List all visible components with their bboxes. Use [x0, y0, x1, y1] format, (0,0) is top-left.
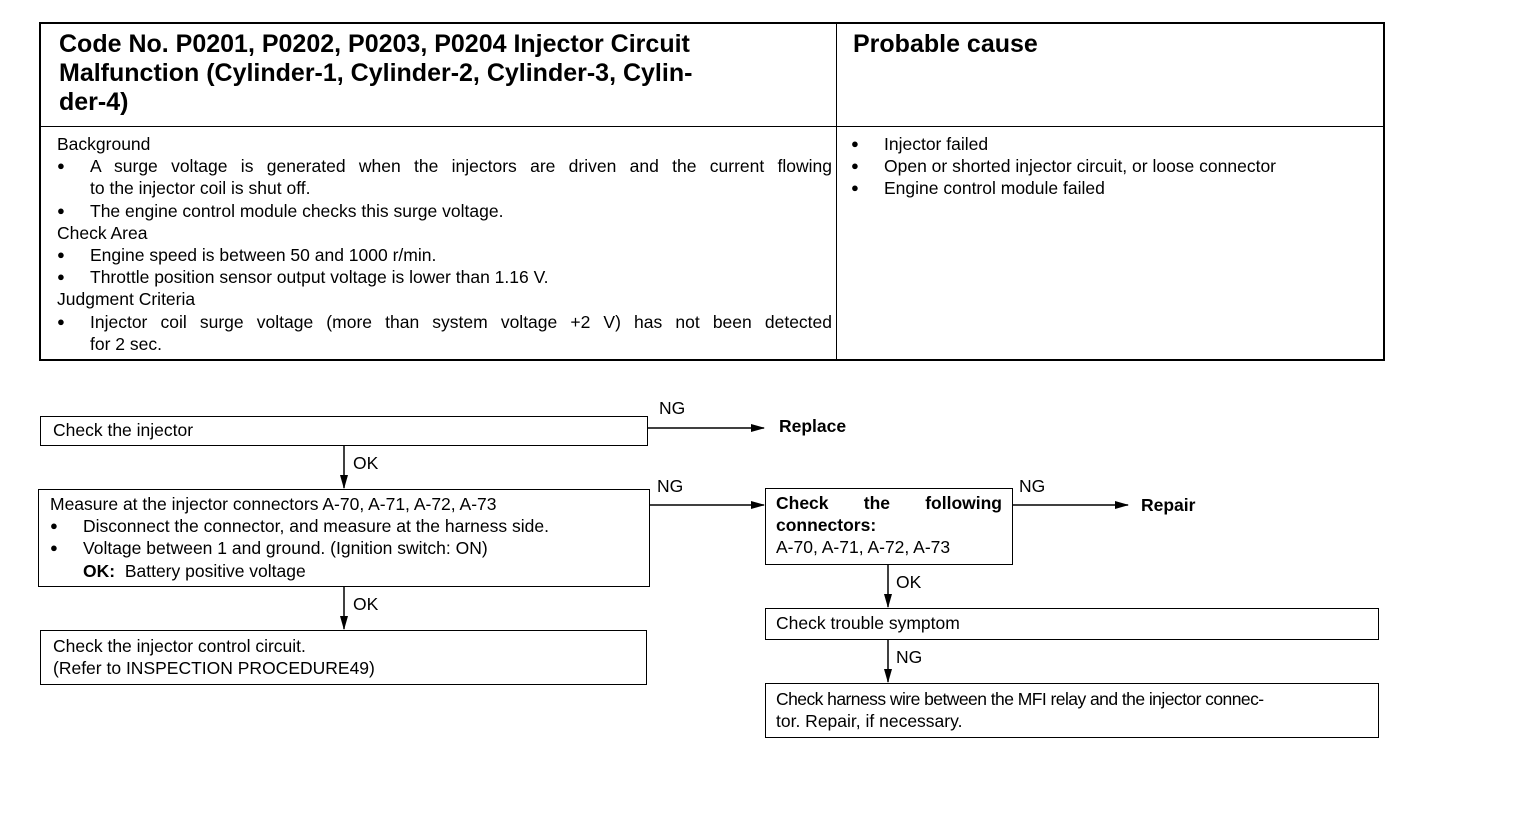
check-control-circuit-box: Check the injector control circuit. (Refer to INSPECTION PROCEDURE49) — [40, 630, 647, 685]
ok-label: OK — [896, 572, 922, 592]
ok-label: OK — [353, 594, 379, 614]
background-bullet: ● The engine control module checks this surge voltage. — [57, 200, 832, 222]
cause-item: ● Injector failed — [851, 133, 1381, 155]
cause-item: ● Engine control module failed — [851, 177, 1381, 199]
check-injector-box: Check the injector — [40, 416, 648, 446]
code-title-line: Malfunction (Cylinder-1, Cylinder-2, Cylinder-3, Cylin- — [59, 59, 693, 87]
check-area-bullet: ● Throttle position sensor output voltage is lower than 1.16 V. — [57, 266, 832, 288]
judgment-bullet: ● Injector coil surge voltage (more than system voltage +2 V) has not been detected for 2 sec. — [57, 311, 832, 355]
check-connectors-box: Check the following connectors: A-70, A-71, A-72, A-73 — [765, 488, 1013, 565]
repair-action: Repair — [1141, 495, 1196, 515]
ok-label: OK — [353, 453, 379, 473]
ng-label: NG — [657, 476, 684, 496]
ng-label: NG — [1019, 476, 1046, 496]
ng-label: NG — [896, 647, 923, 667]
replace-action: Replace — [779, 416, 847, 436]
measure-bullet: ● Disconnect the connector, and measure at the harness side. — [50, 515, 649, 537]
check-harness-box: Check harness wire between the MFI relay and the injector connec- tor. Repair, if necessary. — [765, 683, 1379, 738]
measure-connectors-box: Measure at the injector connectors A-70, A-71, A-72, A-73 ● Disconnect the connector, and measure at the harness side. ● Voltage between 1 and ground. (Ignition switch: ON) OK: Battery positive voltage — [38, 489, 650, 587]
code-title-line: der-4) — [59, 88, 129, 116]
probable-cause-title: Probable cause — [853, 30, 1038, 58]
check-area-bullet: ● Engine speed is between 50 and 1000 r/min. — [57, 244, 832, 266]
measure-ok-criteria: OK: Battery positive voltage — [83, 560, 306, 581]
check-area-heading: Check Area — [57, 222, 148, 243]
code-title-line: Code No. P0201, P0202, P0203, P0204 Injector Circuit — [59, 30, 690, 58]
background-bullet: ● A surge voltage is generated when the injectors are driven and the current flowing to the injector coil is shut off. — [57, 155, 832, 199]
background-heading: Background — [57, 134, 151, 154]
check-symptom-box: Check trouble symptom — [765, 608, 1379, 640]
measure-bullet: ● Voltage between 1 and ground. (Ignition switch: ON) — [50, 537, 649, 559]
ng-label: NG — [659, 398, 686, 418]
judgment-heading: Judgment Criteria — [57, 289, 196, 310]
cause-item: ● Open or shorted injector circuit, or loose connector — [851, 155, 1381, 177]
